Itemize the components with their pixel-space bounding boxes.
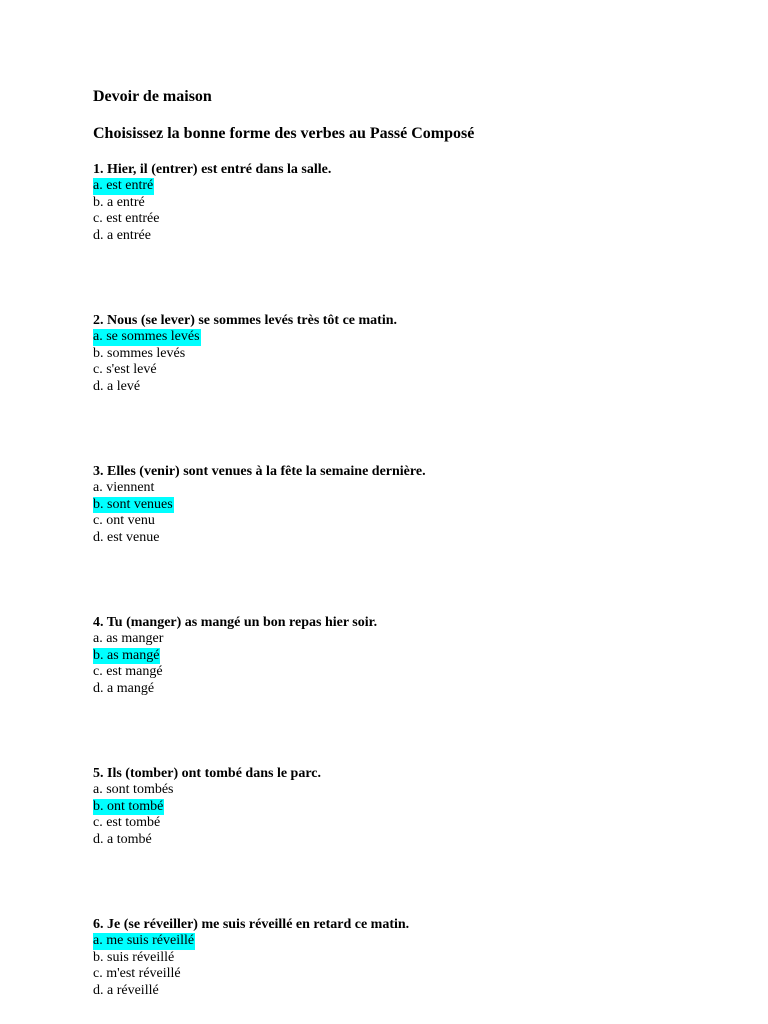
option-d [93,681,733,698]
option-b [93,950,733,967]
option-d [93,983,733,1000]
option-b [93,346,733,363]
question-list [93,161,733,999]
option-d [93,379,733,396]
option-c [93,815,733,832]
option-label: c. s'est levé [93,362,157,377]
option-a [93,782,733,799]
option-c [93,513,733,530]
question-text: 4. Tu (manger) as mangé un bon repas hier soir. [93,615,378,630]
option-c [93,664,733,681]
option-label: b. a entré [93,194,145,210]
question-text: 1. Hier, il (entrer) est entré dans la salle. [93,162,332,177]
option-a [93,631,733,648]
option-a [93,329,733,346]
question-4 [93,614,733,697]
option-d [93,832,733,849]
document-title: Devoir de maison [93,88,212,105]
option-d [93,530,733,547]
question-3 [93,463,733,546]
option-label: b. suis réveillé [93,949,175,965]
option-b [93,497,733,514]
document-subtitle: Choisissez la bonne forme des verbes au Passé Composé [93,125,475,142]
option-label: a. est entré [93,178,154,193]
option-label: a. me suis réveillé [93,933,195,948]
option-label: d. a tombé [93,831,152,847]
option-label: c. est tombé [93,815,161,830]
option-c [93,211,733,228]
option-c [93,362,733,379]
question-2 [93,312,733,395]
option-label: d. a levé [93,378,141,394]
question-text: 5. Ils (tomber) ont tombé dans le parc. [93,766,322,781]
option-label: a. viennent [93,480,155,495]
option-label: c. m'est réveillé [93,966,181,981]
question-1 [93,161,733,244]
option-label: b. sommes levés [93,345,186,361]
question-text: 6. Je (se réveiller) me suis réveillé en retard ce matin. [93,917,410,932]
option-label: b. as mangé [93,647,160,663]
option-a [93,933,733,950]
option-label: a. sont tombés [93,782,174,797]
option-b [93,799,733,816]
question-text: 3. Elles (venir) sont venues à la fête la semaine dernière. [93,464,426,479]
option-label: a. se sommes levés [93,329,200,344]
option-label: d. a entrée [93,227,151,243]
option-label: a. as manger [93,631,164,646]
question-5 [93,765,733,848]
question-6 [93,916,733,999]
option-label: c. est mangé [93,664,163,679]
option-label: b. sont venues [93,496,173,512]
option-label: c. ont venu [93,513,155,528]
option-label: d. a réveillé [93,982,159,998]
option-label: c. est entrée [93,211,160,226]
option-c [93,966,733,983]
option-label: d. est venue [93,529,160,545]
option-a [93,480,733,497]
option-a [93,178,733,195]
option-label: d. a mangé [93,680,155,696]
option-b [93,195,733,212]
option-b [93,648,733,665]
option-d [93,228,733,245]
question-text: 2. Nous (se lever) se sommes levés très tôt ce matin. [93,313,398,328]
option-label: b. ont tombé [93,798,164,814]
document-page [93,86,733,999]
